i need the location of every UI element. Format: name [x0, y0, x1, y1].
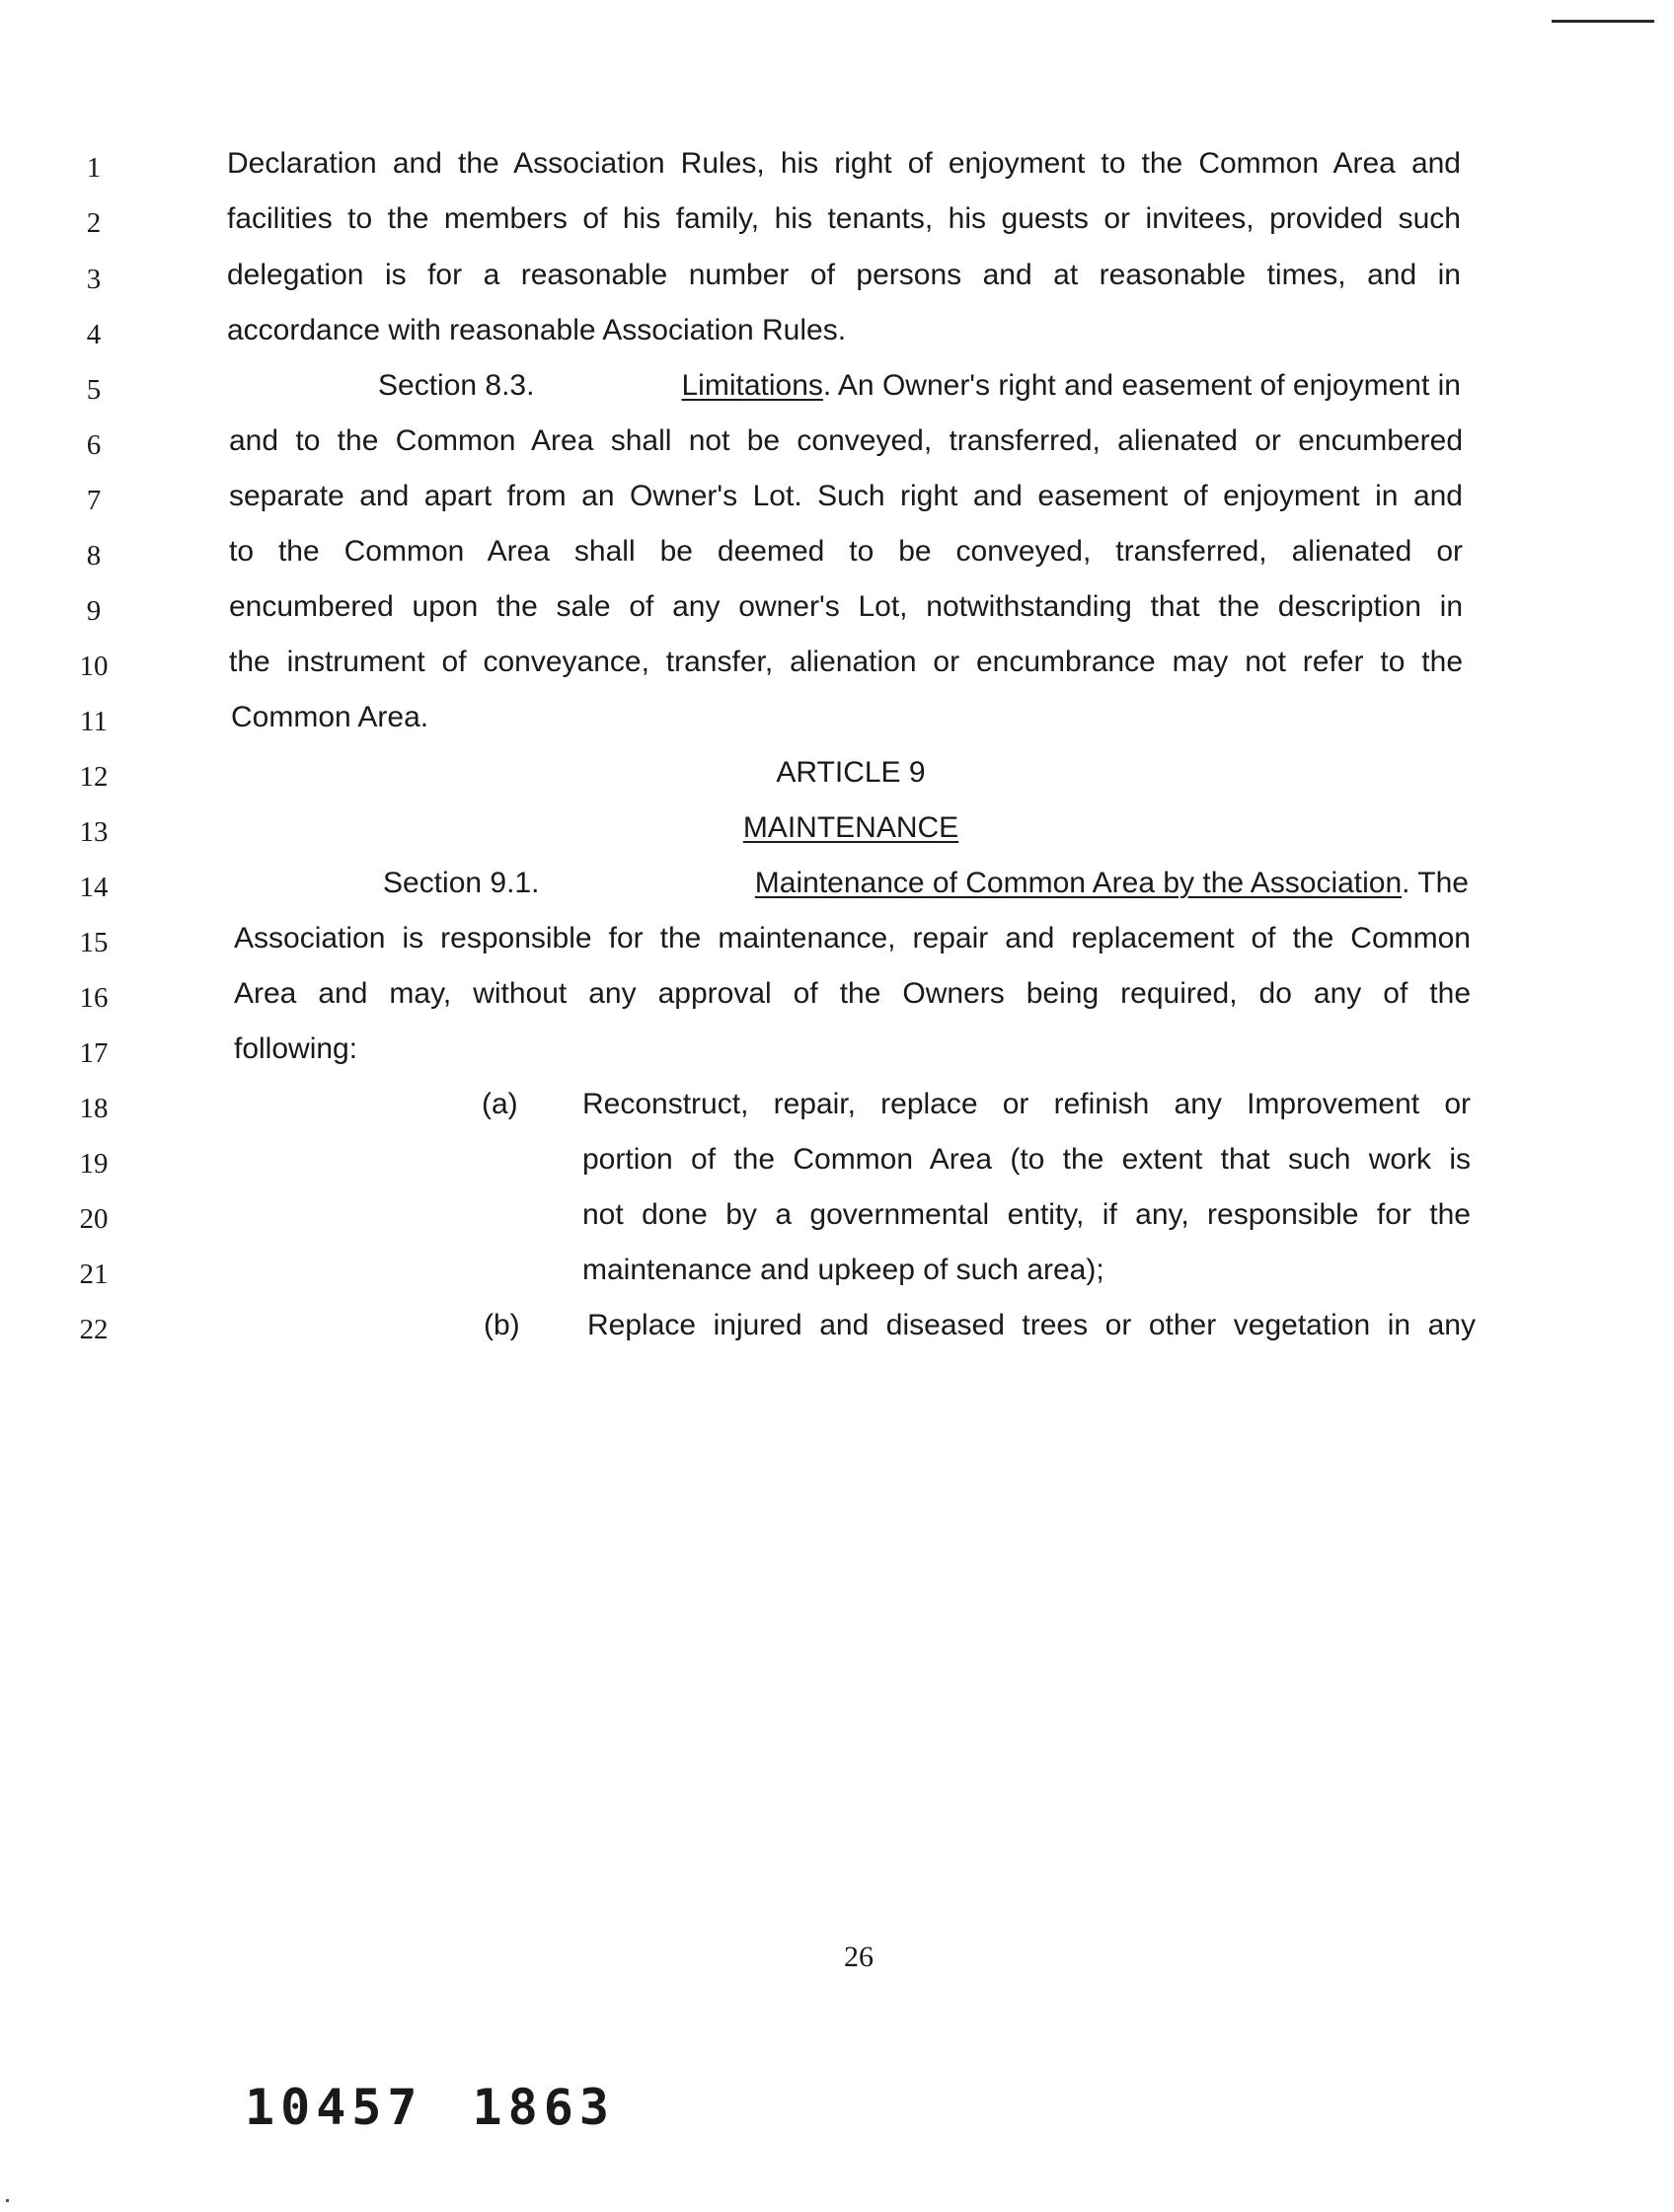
line-number: 20	[79, 1203, 109, 1235]
line-number: 13	[79, 816, 109, 848]
line-number: 9	[86, 595, 102, 627]
body-line: Area and may, without any approval of the Owners being required, do any of the	[234, 977, 1471, 1010]
page-number: 26	[844, 1941, 874, 1973]
body-line: Association is responsible for the maintenance, repair and replacement of the Common	[234, 922, 1471, 954]
section-number: Section 8.3.	[378, 369, 535, 402]
section-text: . The	[1402, 867, 1469, 899]
list-item-line: Replace injured and diseased trees or other vegetation in any	[587, 1309, 1476, 1341]
line-number: 4	[86, 319, 102, 350]
line-number: 19	[79, 1148, 109, 1180]
body-line: accordance with reasonable Association Rules.	[227, 314, 847, 346]
scan-speck	[6, 2199, 9, 2202]
line-number: 1	[86, 152, 102, 184]
body-line: and to the Common Area shall not be conveyed, transferred, alienated or encumbered	[229, 424, 1463, 457]
line-number: 7	[86, 485, 102, 516]
body-line: Common Area.	[231, 701, 429, 733]
body-line: the instrument of conveyance, transfer, alienation or encumbrance may not refer to the	[229, 646, 1463, 678]
top-edge-mark	[1552, 20, 1654, 23]
body-line: Declaration and the Association Rules, his right of enjoyment to the Common Area and	[227, 147, 1461, 180]
line-number: 6	[86, 429, 102, 461]
body-line: to the Common Area shall be deemed to be conveyed, transferred, alienated or	[229, 535, 1463, 568]
body-line: separate and apart from an Owner's Lot. Such right and easement of enjoyment in and	[229, 480, 1463, 512]
line-number: 10	[79, 650, 109, 682]
line-number: 16	[79, 982, 109, 1014]
line-number: 12	[79, 761, 109, 793]
list-marker-a: (a)	[482, 1088, 518, 1120]
line-number: 14	[79, 872, 109, 903]
article-title: ARTICLE 9	[776, 756, 926, 789]
list-marker-b: (b)	[484, 1309, 520, 1341]
line-number: 18	[79, 1093, 109, 1124]
body-line: delegation is for a reasonable number of persons and at reasonable times, and in	[227, 259, 1461, 291]
line-number: 2	[86, 207, 102, 239]
line-number: 8	[86, 540, 102, 572]
body-line: following:	[234, 1032, 358, 1065]
section-heading-limitations: Limitations	[681, 369, 823, 402]
book-number: 10457	[245, 2079, 423, 2136]
line-number: 15	[79, 927, 109, 958]
line-number: 3	[86, 264, 102, 295]
section-9-1-line	[383, 866, 1469, 901]
body-line: facilities to the members of his family, his tenants, his guests or invitees, provided such	[227, 202, 1461, 235]
list-item-line: Reconstruct, repair, replace or refinish any Improvement or	[582, 1088, 1471, 1120]
recording-stamp	[245, 2078, 615, 2137]
section-number: Section 9.1.	[383, 867, 540, 899]
line-number: 17	[79, 1037, 109, 1069]
list-item-line: not done by a governmental entity, if any, responsible for the	[582, 1198, 1471, 1231]
line-number: 11	[80, 706, 108, 737]
line-number: 22	[79, 1314, 109, 1345]
section-8-3-line	[378, 368, 1461, 404]
list-item-line: portion of the Common Area (to the extent that such work is	[582, 1143, 1471, 1176]
section-heading-maintenance: Maintenance of Common Area by the Association	[754, 867, 1403, 899]
line-number: 21	[79, 1259, 109, 1290]
article-heading: MAINTENANCE	[742, 811, 959, 844]
body-line: encumbered upon the sale of any owner's Lot, notwithstanding that the description in	[229, 590, 1463, 623]
stamp-page-number: 1863	[472, 2079, 615, 2136]
line-number: 5	[86, 374, 102, 406]
list-item-line: maintenance and upkeep of such area);	[582, 1254, 1104, 1286]
section-text: . An Owner's right and easement of enjoyment in	[822, 369, 1461, 402]
